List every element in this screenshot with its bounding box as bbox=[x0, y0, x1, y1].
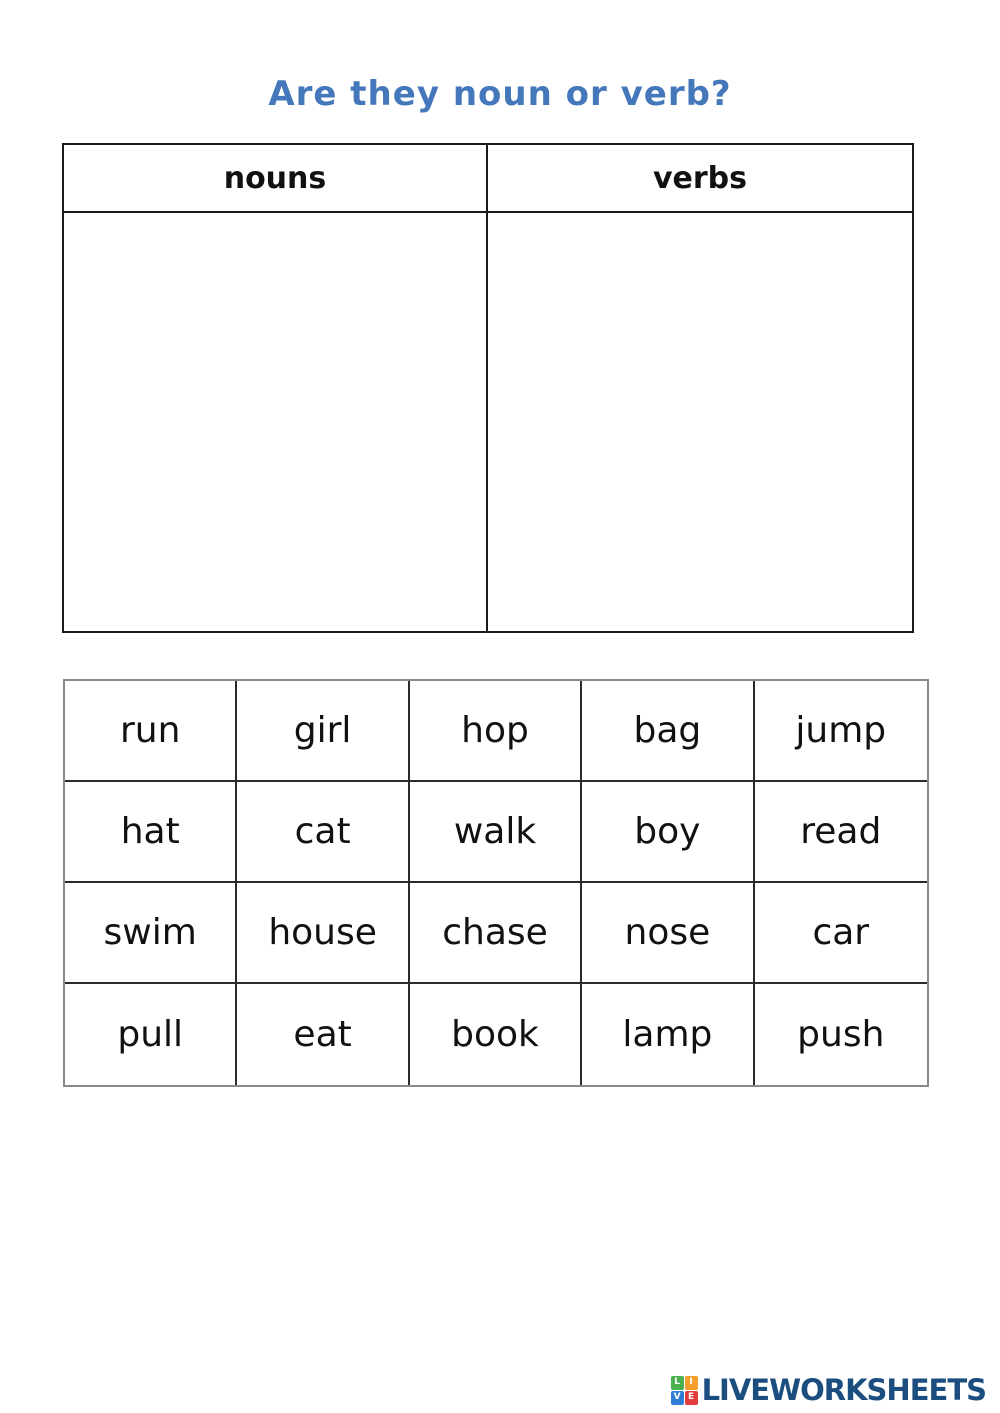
word-card[interactable]: push bbox=[755, 984, 927, 1085]
word-card[interactable]: hat bbox=[65, 782, 237, 883]
word-card[interactable]: nose bbox=[582, 883, 754, 984]
word-card[interactable]: jump bbox=[755, 681, 927, 782]
logo-letter-e: E bbox=[685, 1391, 698, 1405]
liveworksheets-footer bbox=[671, 1373, 986, 1407]
word-card[interactable]: boy bbox=[582, 782, 754, 883]
page-title: Are they noun or verb? bbox=[268, 74, 732, 114]
word-card[interactable]: book bbox=[410, 984, 582, 1085]
logo-letter-l: L bbox=[671, 1376, 684, 1390]
liveworksheets-logo-icon bbox=[671, 1376, 698, 1405]
word-card[interactable]: girl bbox=[237, 681, 409, 782]
word-card[interactable]: swim bbox=[65, 883, 237, 984]
word-card[interactable]: lamp bbox=[582, 984, 754, 1085]
verbs-drop-zone[interactable] bbox=[488, 213, 912, 631]
verbs-header-cell: verbs bbox=[488, 145, 912, 213]
word-card[interactable]: bag bbox=[582, 681, 754, 782]
sort-table bbox=[62, 143, 914, 633]
word-bank bbox=[63, 679, 929, 1087]
word-card[interactable]: walk bbox=[410, 782, 582, 883]
nouns-header-cell: nouns bbox=[64, 145, 488, 213]
word-card[interactable]: house bbox=[237, 883, 409, 984]
word-card[interactable]: eat bbox=[237, 984, 409, 1085]
nouns-drop-zone[interactable] bbox=[64, 213, 488, 631]
word-card[interactable]: cat bbox=[237, 782, 409, 883]
word-card[interactable]: car bbox=[755, 883, 927, 984]
word-card[interactable]: pull bbox=[65, 984, 237, 1085]
word-card[interactable]: run bbox=[65, 681, 237, 782]
logo-letter-i: I bbox=[685, 1376, 698, 1390]
word-card[interactable]: read bbox=[755, 782, 927, 883]
logo-letter-v: V bbox=[671, 1391, 684, 1405]
liveworksheets-brand-text: LIVEWORKSHEETS bbox=[701, 1373, 986, 1407]
word-card[interactable]: hop bbox=[410, 681, 582, 782]
word-card[interactable]: chase bbox=[410, 883, 582, 984]
